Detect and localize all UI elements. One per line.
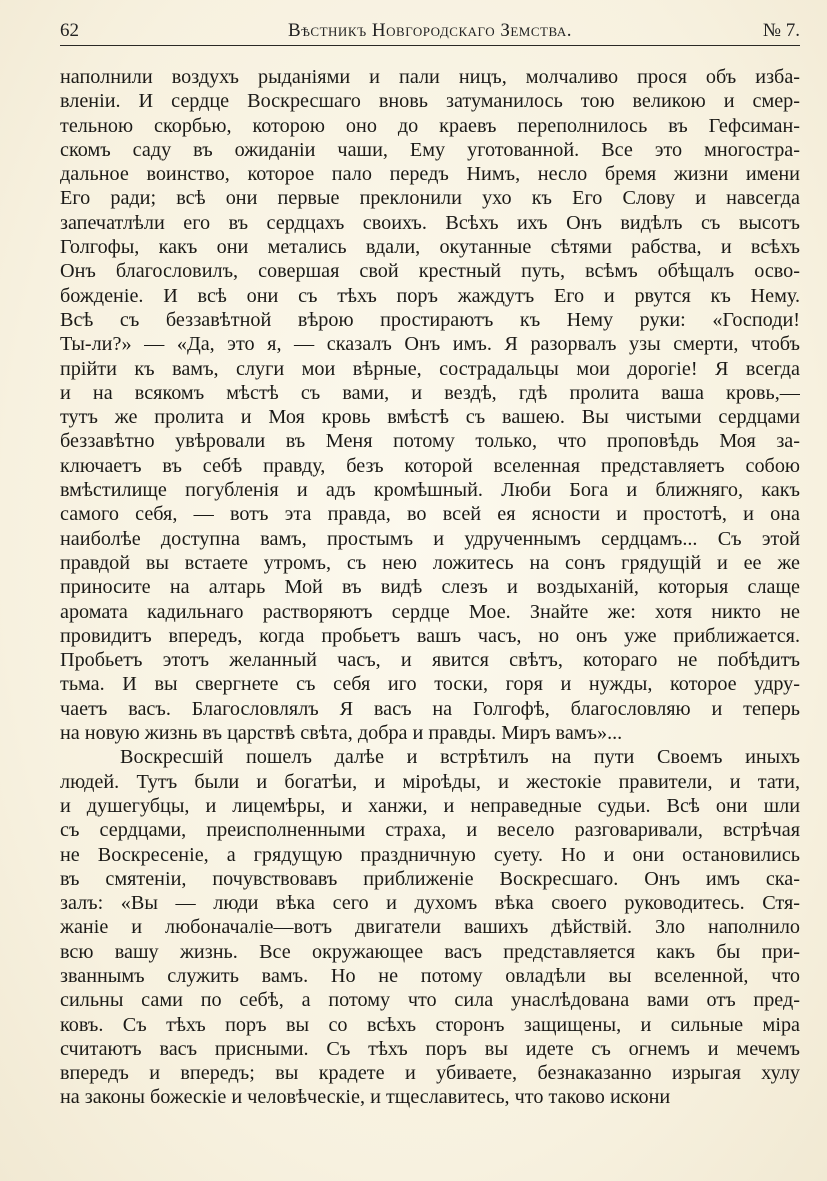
text-line: залъ: «Вы — люди вѣка сего и духомъ вѣка своего руководитесь. Стя- [60, 892, 800, 915]
text-line: тельною скорбью, которою оно до краевъ переполнилось въ Гефсиман- [60, 114, 800, 137]
running-header [60, 18, 800, 44]
text-line: на новую жизнь въ царствѣ свѣта, добра и правды. Миръ вамъ»... [60, 722, 623, 745]
text-line: чаетъ васъ. Благословлялъ Я васъ на Голгофѣ, благословляю и теперь [60, 697, 800, 720]
issue-number: № 7. [762, 20, 800, 41]
text-line: жаніе и любоначаліе—вотъ двигатели вашихъ дѣйствій. Зло наполнило [60, 916, 800, 939]
text-line: запечатлѣли его въ сердцахъ своихъ. Всѣхъ ихъ Онъ видѣлъ съ высотъ [60, 211, 800, 234]
text-line: людей. Тутъ были и богатѣи, и міроѣды, и жестокіе правители, и тати, [60, 770, 800, 793]
text-line: званнымъ служить вамъ. Но не потому овладѣли вы вселенной, что [60, 964, 800, 987]
text-line: Пробьетъ этотъ желанный часъ, и явится свѣтъ, котораго не побѣдитъ [60, 649, 800, 672]
text-line: вмѣстилище погубленія и адъ кромѣшный. Люби Бога и ближняго, какъ [60, 479, 800, 502]
text-line: ключаетъ въ себѣ правду, безъ которой вселенная представляетъ собою [60, 454, 800, 477]
header-rule [60, 45, 800, 46]
text-line: и душегубцы, и лицемѣры, и ханжи, и неправедные судьи. Всѣ они шли [60, 794, 800, 817]
text-line: Воскресшій пошелъ далѣе и встрѣтилъ на пути Своемъ иныхъ [120, 746, 800, 769]
text-line: Всѣ съ беззавѣтной вѣрою простираютъ къ Нему руки: «Господи! [60, 308, 800, 331]
text-line: провидитъ впередъ, когда пробьетъ вашъ часъ, но онъ уже приближается. [60, 624, 800, 647]
text-line: на законы божескіе и человѣческіе, и тщеславитесь, что таково искони [60, 1086, 671, 1109]
text-line: прійти къ вамъ, слуги мои вѣрные, сострадальцы мои дорогіе! Я всегда [60, 357, 800, 380]
paragraph [60, 745, 800, 1109]
text-line: беззавѣтно увѣровали въ Меня потому только, что проповѣдь Моя за- [60, 430, 800, 453]
text-line: тутъ же пролита и Моя кровь вмѣстѣ съ вашею. Вы чистыми сердцами [60, 406, 800, 429]
text-line: всю вашу жизнь. Все окружающее васъ представляется какъ бы при- [60, 940, 800, 963]
page-number: 62 [60, 20, 79, 41]
text-line: въ смятеніи, почувствовавъ приближеніе Воскресшаго. Онъ имъ ска- [60, 867, 800, 890]
text-line: Его ради; всѣ они первые преклонили ухо къ Его Слову и навсегда [60, 187, 800, 210]
text-line: Онъ благословилъ, совершая свой крестный путь, всѣмъ обѣщалъ осво- [60, 260, 800, 283]
text-line: и на всякомъ мѣстѣ съ вами, и вездѣ, гдѣ пролита ваша кровь,— [60, 381, 800, 404]
text-line: Ты-ли?» — «Да, это я, — сказалъ Онъ имъ. Я разорвалъ узы смерти, чтобъ [60, 333, 800, 356]
text-line: сильны сами по себѣ, а потому что сила унаслѣдована вами отъ пред- [60, 989, 800, 1012]
text-line: съ сердцами, преисполненными страха, и весело разговаривали, встрѣчая [60, 819, 800, 842]
text-line: наполнили воздухъ рыданіями и пали ницъ, молчаливо прося объ изба- [60, 66, 800, 88]
text-line: дальное воинство, которое пало передъ Нимъ, несло бремя жизни имени [60, 163, 800, 186]
text-line: божденіе. И всѣ они съ тѣхъ поръ жаждутъ Его и рвутся къ Нему. [60, 284, 800, 307]
body-text [60, 65, 800, 1110]
text-line: скомъ саду въ ожиданіи чаши, Ему уготованной. Все это многостра- [60, 138, 800, 161]
text-line: правдой вы встаете утромъ, съ нею ложитесь на сонъ грядущій и ее же [60, 551, 800, 574]
text-line: приносите на алтарь Мой въ видѣ слезъ и воздыханій, которыя слаще [60, 576, 800, 599]
text-line: не Воскресеніе, а грядущую праздничную суету. Но и они остановились [60, 843, 800, 866]
text-line: Голгофы, какъ они метались вдали, окутанные сѣтями рабства, и всѣхъ [60, 236, 800, 259]
journal-title: Вѣстникъ Новгородскаго Земства. [288, 20, 572, 41]
text-line: наиболѣе доступна вамъ, простымъ и удрученнымъ сердцамъ... Съ этой [60, 527, 800, 550]
text-line: впередъ и впередъ; вы крадете и убиваете, безнаказанно изрыгая хулу [60, 1062, 800, 1085]
text-line: вленіи. И сердце Воскресшаго вновь затуманилось тою великою и смер- [60, 90, 800, 113]
text-line: аромата кадильнаго растворяютъ сердце Мое. Знайте же: хотя никто не [60, 600, 800, 623]
text-line: считаютъ васъ присными. Съ тѣхъ поръ вы идете съ огнемъ и мечемъ [60, 1037, 800, 1060]
text-line: тьма. И вы свергнете съ себя иго тоски, горя и нужды, которое удру- [60, 673, 800, 696]
text-line: ковъ. Съ тѣхъ поръ вы со всѣхъ сторонъ защищены, и сильные міра [60, 1013, 800, 1036]
paragraph [60, 65, 800, 745]
text-line: самого себя, — вотъ эта правда, во всей ея ясности и простотѣ, и она [60, 503, 800, 526]
